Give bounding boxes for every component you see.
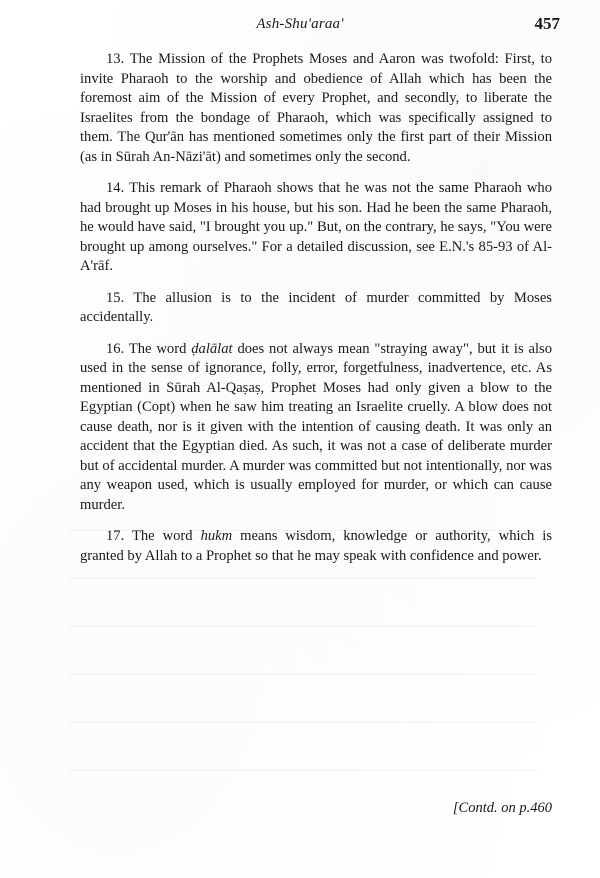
note-term: hukm: [200, 528, 233, 544]
running-title: Ash-Shu'araa': [256, 16, 344, 32]
page-header: [0, 14, 600, 38]
bleed-through-line: [70, 722, 540, 733]
note-number: 13.: [106, 51, 125, 67]
note-number: 14.: [106, 180, 125, 196]
note-text-after: does not always mean "straying away", but it is also used in the sense of ignorance, folly, error, forgetfulness, inadvertence, etc. As mentioned in Sūrah Al-Qaṣaṣ, Prophet Moses had only given a blow to the Egyptian (Copt) when he saw him treating an Israelite cruelly. A blow does not cause death, nor is it given with the intention of causing death. It was only an accident that the Egyptian died. As such, it was not a case of deliberate murder but of accidental murder. A murder was committed but not intentionally, nor was any weapon used, which is usually employed for murder, or which can cause murder.: [80, 340, 552, 513]
note-term: ḍalālat: [191, 340, 233, 357]
note-text-after: means wisdom, knowledge or authority, which is granted by Allah to a Prophet so that he may speak with confidence and power.: [80, 528, 553, 564]
note-number: 15.: [106, 289, 125, 306]
note-17: [80, 527, 552, 566]
continued-note: [Contd. on p.460: [452, 800, 552, 816]
note-14: [80, 179, 552, 277]
note-text-before: The word: [131, 528, 201, 544]
bleed-through-line: [70, 578, 540, 589]
note-text: The allusion is to the incident of murder committed by Moses accidentally.: [80, 289, 552, 325]
bleed-through-line: [70, 626, 540, 637]
note-16: [80, 340, 552, 516]
note-13: [80, 50, 552, 167]
bleed-through-line: [70, 770, 540, 781]
notes-body: [80, 50, 552, 566]
note-number: 17.: [106, 528, 125, 544]
bleed-through-line: [70, 674, 540, 685]
page-number: 457: [534, 14, 560, 33]
note-15: [80, 289, 552, 328]
note-text: The Mission of the Prophets Moses and Aaron was twofold: First, to invite Pharaoh to the worship and obedience of Allah which has been the foremost aim of the Mission of every Prophet, and secondly, to liberate the Israelites from the bondage of Pharaoh, which was specifically assigned to them. The Qur'ān has mentioned sometimes only the first part of their Mission (as in Sūrah An-Nāzi'āt) and sometimes only the second.: [80, 51, 553, 165]
note-text: This remark of Pharaoh shows that he was not the same Pharaoh who had brought up Moses in his house, but his son. Had he been the same Pharaoh, he would have said, "I brought you up." But, on the contrary, he says, "You were brought up among ourselves." For a detailed discussion, see E.N.'s 85-93 of Al-A'rāf.: [80, 180, 552, 274]
note-text-before: The word: [128, 340, 192, 357]
note-number: 16.: [106, 340, 125, 357]
